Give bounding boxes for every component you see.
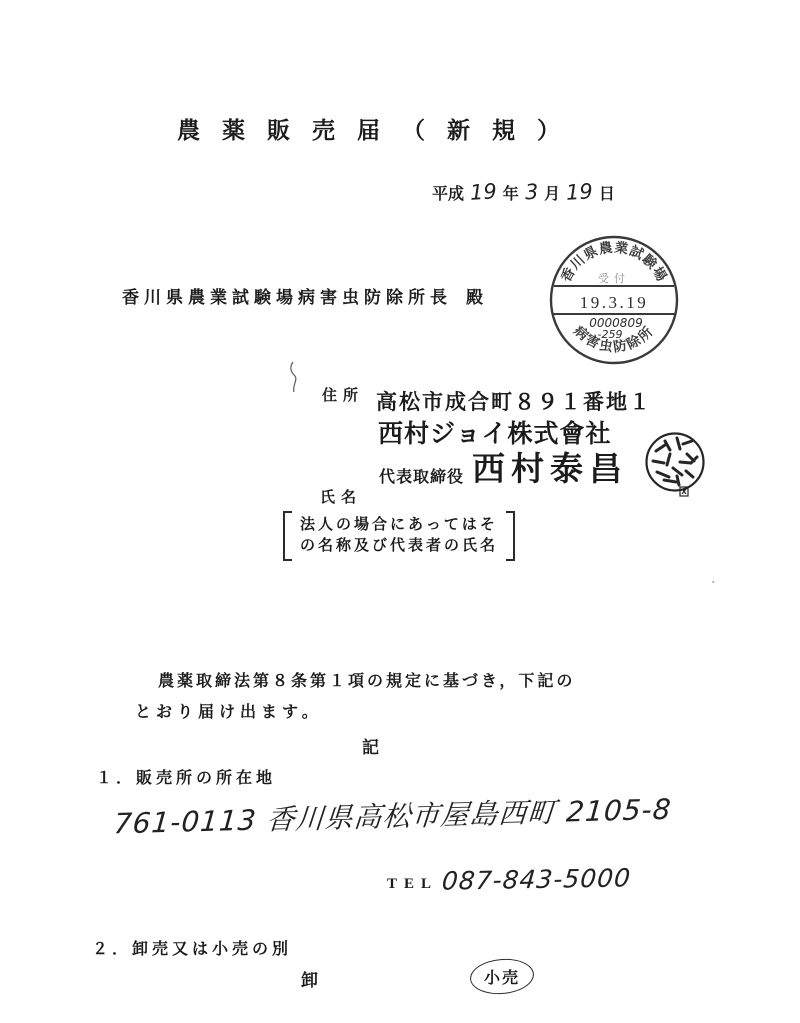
stamp-date: 19.3.19 (579, 293, 649, 312)
body-line-2: とおり届け出ます。 (135, 704, 323, 721)
receipt-stamp (546, 234, 682, 368)
wholesale-option: 卸 (301, 971, 318, 990)
corporate-note-text (292, 511, 506, 561)
tel-line (387, 865, 631, 894)
representative-line (379, 443, 628, 490)
era-label: 平成 (432, 186, 465, 203)
year-unit: 年 (502, 186, 519, 203)
representative-title: 代表取締役 (379, 469, 465, 486)
addressee-line (122, 283, 488, 308)
tel-number-handwritten: 087-843-5000 (440, 863, 633, 896)
month-value-handwritten: 3 (524, 179, 539, 205)
address-label: 住所 (322, 388, 365, 404)
stamp-arc-top-text: 香川県農業試験場 (558, 239, 670, 285)
retail-option-circled (469, 956, 536, 996)
bracket-left (283, 511, 292, 561)
address-value: 高松市成合町８９１番地１ (376, 390, 652, 414)
stamp-ref-number: 0000809 (589, 316, 643, 330)
body-line-1: 農薬取締法第８条第１項の規定に基づき，下記の (158, 673, 576, 690)
personal-seal (644, 429, 710, 503)
bracket-right (506, 511, 515, 561)
day-value-handwritten: 19 (565, 179, 594, 205)
stamp-ref-number2: -259 (597, 328, 623, 341)
addressee-honorific: 殿 (466, 288, 488, 307)
note-line-2: の名称及び代表者の氏名 (300, 538, 499, 554)
seal-carving-strokes (653, 438, 697, 485)
stamp-arc-bottom-text: 病害虫防除所 (571, 322, 657, 355)
section2-heading: ２．卸売又は小売の別 (92, 941, 293, 958)
corporate-note (283, 511, 515, 561)
month-unit: 月 (544, 186, 561, 203)
ki-marker: 記 (362, 738, 379, 757)
page-title: 農薬販売届（新規） (177, 118, 582, 143)
company-name: 西村ジョイ株式會社 (378, 421, 612, 448)
addressee-name: 香川県農業試験場病害虫防除所長 (122, 288, 452, 307)
stamp-received-label: 受付 (598, 273, 630, 285)
year-value-handwritten: 19 (469, 179, 498, 205)
representative-name: 西村泰昌 (472, 452, 629, 488)
retail-option-label: 小売 (483, 970, 520, 988)
section1-heading: １．販売所の所在地 (96, 770, 277, 787)
name-label: 氏名 (320, 490, 363, 506)
tel-label: TEL (387, 876, 439, 892)
stray-pen-mark (285, 360, 305, 396)
date-line (432, 180, 615, 204)
note-line-1: 法人の場合にあってはそ (300, 517, 498, 533)
scan-speck: ▪ (712, 578, 715, 586)
day-unit: 日 (598, 186, 615, 203)
handwritten-store-address: 761-0113 香川県高松市屋島西町 2105-8 (112, 792, 673, 841)
